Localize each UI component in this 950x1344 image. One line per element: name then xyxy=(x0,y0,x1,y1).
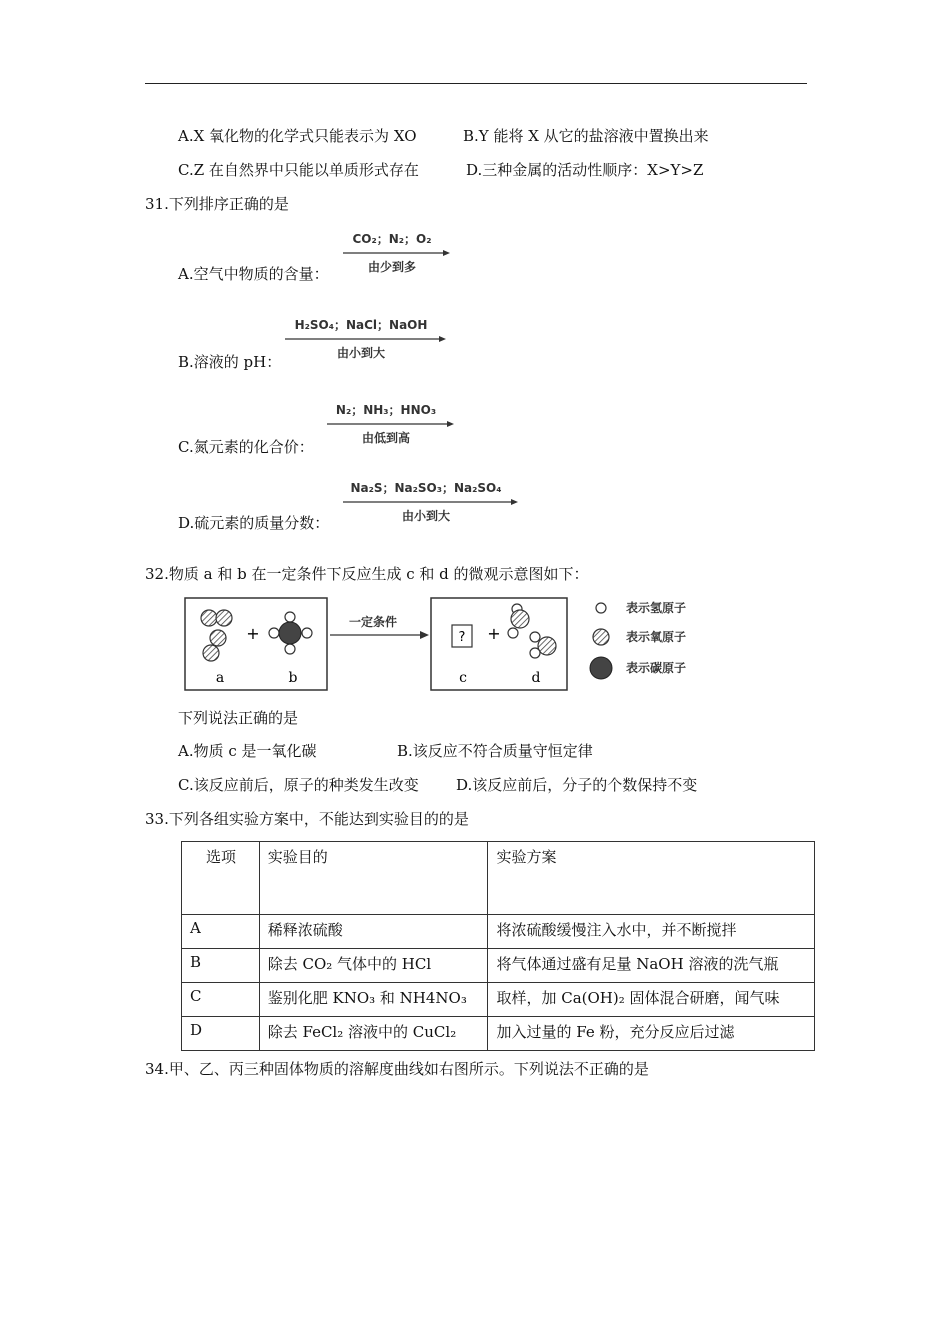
header-purpose: 实验目的 xyxy=(259,842,488,915)
header-option: 选项 xyxy=(182,842,260,915)
reaction-diagram xyxy=(180,592,720,696)
q31-title: 31.下列排序正确的是 xyxy=(145,195,289,213)
q31-option-b-order: 由小到大 xyxy=(336,346,385,360)
row-plan: 将气体通过盛有足量 NaOH 溶液的洗气瓶 xyxy=(488,949,815,983)
label-c: c xyxy=(459,670,467,686)
row-option: B xyxy=(182,949,260,983)
label-a: a xyxy=(215,670,225,686)
carbon-atom-icon xyxy=(590,657,612,679)
q31-option-a-sequence: CO₂；N₂；O₂ xyxy=(352,232,432,246)
legend xyxy=(590,600,686,679)
q32-option-b: B.该反应不符合质量守恒定律 xyxy=(397,742,593,760)
row-option: A xyxy=(182,915,260,949)
q30-option-c: C.Z 在自然界中只能以单质形式存在 xyxy=(178,161,419,179)
row-purpose: 除去 FeCl₂ 溶液中的 CuCl₂ xyxy=(259,1017,488,1051)
q31-option-c-label: C.氮元素的化合价： xyxy=(178,438,314,456)
label-b: b xyxy=(288,670,298,686)
experiment-table xyxy=(181,841,815,1051)
q31-option-b-label: B.溶液的 pH： xyxy=(178,353,282,371)
condition-label: 一定条件 xyxy=(348,615,398,629)
row-purpose: 鉴别化肥 KNO₃ 和 NH4NO₃ xyxy=(259,983,488,1017)
header-plan: 实验方案 xyxy=(488,842,815,915)
q33-title: 33.下列各组实验方案中，不能达到实验目的的是 xyxy=(145,810,469,828)
hydrogen-atom-icon xyxy=(596,603,606,613)
q30-option-b: B.Y 能将 X 从它的盐溶液中置换出来 xyxy=(463,127,709,145)
q31-option-b-arrow xyxy=(285,316,447,362)
row-plan: 将浓硫酸缓慢注入水中，并不断搅拌 xyxy=(488,915,815,949)
q31-option-a-label: A.空气中物质的含量： xyxy=(178,265,329,283)
table-row xyxy=(182,1017,815,1051)
plus-sign: + xyxy=(487,624,501,643)
row-purpose: 除去 CO₂ 气体中的 HCl xyxy=(259,949,488,983)
legend-oxygen: 表示氧原子 xyxy=(626,630,687,644)
table-row xyxy=(182,983,815,1017)
table-row xyxy=(182,949,815,983)
q31-option-c-arrow xyxy=(327,401,455,447)
legend-hydrogen: 表示氢原子 xyxy=(626,601,687,615)
q31-option-d-sequence: Na₂S；Na₂SO₃；Na₂SO₄ xyxy=(350,481,502,495)
molecule-b-icon xyxy=(269,612,312,654)
q32-title: 32.物质 a 和 b 在一定条件下反应生成 c 和 d 的微观示意图如下： xyxy=(145,565,589,583)
q31-option-c-sequence: N₂；NH₃；HNO₃ xyxy=(335,403,437,417)
row-plan: 取样，加 Ca(OH)₂ 固体混合研磨，闻气味 xyxy=(488,983,815,1017)
plus-sign: + xyxy=(246,624,260,643)
table-header-row xyxy=(182,842,815,915)
q31-option-d-order: 由小到大 xyxy=(401,509,450,523)
header-rule xyxy=(145,83,807,84)
q31-option-a-order: 由少到多 xyxy=(367,260,416,274)
molecule-d-icon xyxy=(508,604,556,658)
row-option: D xyxy=(182,1017,260,1051)
q31-option-b-sequence: H₂SO₄；NaCl；NaOH xyxy=(294,318,428,332)
q31-option-d-label: D.硫元素的质量分数： xyxy=(178,514,330,532)
arrow-icon xyxy=(343,249,451,257)
q32-prompt: 下列说法正确的是 xyxy=(178,709,299,727)
unknown-mark: ? xyxy=(458,630,466,645)
oxygen-atom-icon xyxy=(593,629,609,645)
q32-option-c: C.该反应前后，原子的种类发生改变 xyxy=(178,776,419,794)
arrow-icon xyxy=(327,420,455,428)
arrow-icon xyxy=(285,335,447,343)
q30-option-d: D.三种金属的活动性顺序：X>Y>Z xyxy=(466,161,704,179)
q32-option-d: D.该反应前后，分子的个数保持不变 xyxy=(456,776,698,794)
legend-carbon: 表示碳原子 xyxy=(626,661,687,675)
q31-option-a-arrow xyxy=(343,230,451,276)
label-d: d xyxy=(531,670,541,686)
q31-option-c-order: 由低到高 xyxy=(361,431,410,445)
table-row xyxy=(182,915,815,949)
arrow-icon xyxy=(343,498,519,506)
row-option: C xyxy=(182,983,260,1017)
q30-option-a: A.X 氧化物的化学式只能表示为 XO xyxy=(178,127,417,145)
q32-option-a: A.物质 c 是一氧化碳 xyxy=(178,742,317,760)
q34-title: 34.甲、乙、丙三种固体物质的溶解度曲线如右图所示。下列说法不正确的是 xyxy=(145,1060,649,1078)
row-purpose: 稀释浓硫酸 xyxy=(259,915,488,949)
row-plan: 加入过量的 Fe 粉，充分反应后过滤 xyxy=(488,1017,815,1051)
q31-option-d-arrow xyxy=(343,479,519,525)
molecule-a-icon xyxy=(201,610,232,661)
